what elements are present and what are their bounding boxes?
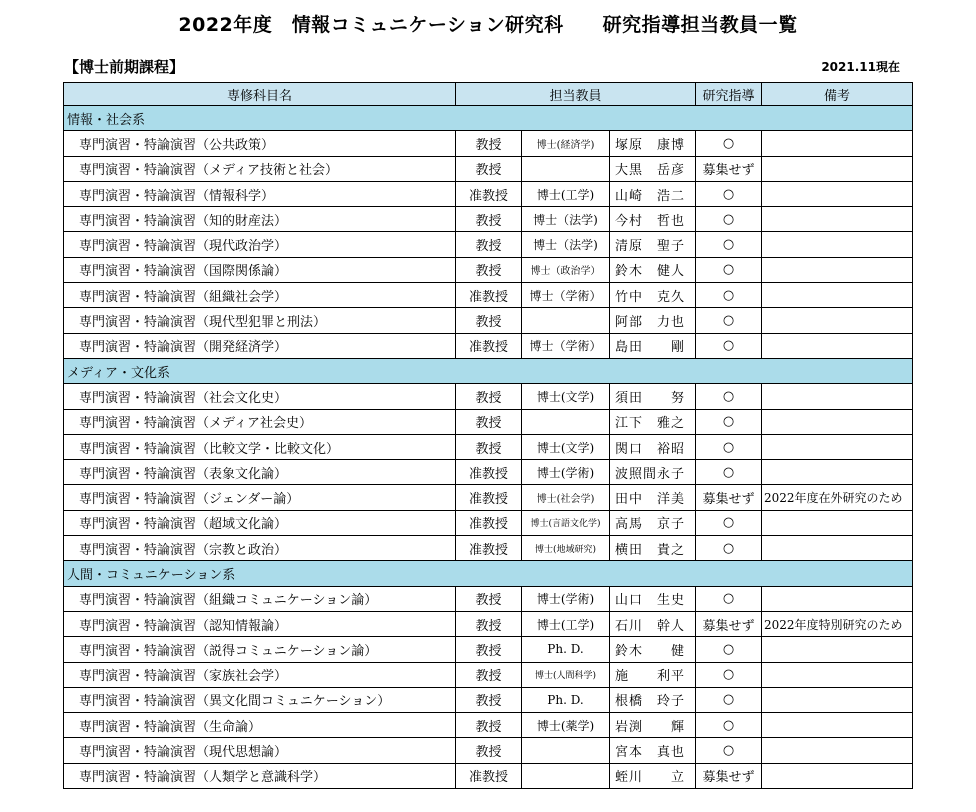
column-header-subject: 専修科目名: [64, 83, 456, 106]
remarks-cell: [762, 181, 913, 206]
faculty-name-cell: 山口 生史: [610, 586, 696, 611]
degree-cell: 博士（法学): [522, 207, 610, 232]
degree-cell: [522, 156, 610, 181]
table-header-row: [64, 83, 913, 106]
table-row: [64, 485, 913, 510]
supervision-status-cell: 募集せず: [696, 763, 762, 788]
remarks-cell: [762, 687, 913, 712]
subject-cell: 専門演習・特論演習（異文化間コミュニケーション）: [64, 687, 456, 712]
faculty-name-cell: 清原 聖子: [610, 232, 696, 257]
supervision-status-cell: ○: [696, 308, 762, 333]
table-row: [64, 662, 913, 687]
remarks-cell: [762, 207, 913, 232]
degree-cell: [522, 738, 610, 763]
rank-cell: 教授: [456, 156, 522, 181]
supervision-status-cell: ○: [696, 738, 762, 763]
degree-cell: Ph. D.: [522, 687, 610, 712]
supervision-status-cell: ○: [696, 713, 762, 738]
supervision-status-cell: ○: [696, 434, 762, 459]
supervision-status-cell: ○: [696, 460, 762, 485]
degree-cell: 博士(文学): [522, 384, 610, 409]
subject-cell: 専門演習・特論演習（表象文化論）: [64, 460, 456, 485]
faculty-name-cell: 鈴木 健人: [610, 257, 696, 282]
rank-cell: 教授: [456, 713, 522, 738]
faculty-name-cell: 鈴木 健: [610, 637, 696, 662]
category-label: メディア・文化系: [64, 358, 913, 383]
remarks-cell: [762, 156, 913, 181]
category-row: [64, 106, 913, 131]
degree-cell: 博士(薬学): [522, 713, 610, 738]
rank-cell: 教授: [456, 434, 522, 459]
rank-cell: 教授: [456, 131, 522, 156]
faculty-name-cell: 岩渕 輝: [610, 713, 696, 738]
supervision-status-cell: ○: [696, 207, 762, 232]
remarks-cell: [762, 409, 913, 434]
supervision-status-cell: ○: [696, 384, 762, 409]
faculty-name-cell: 島田 剛: [610, 333, 696, 358]
table-row: [64, 308, 913, 333]
remarks-cell: 2022年度在外研究のため: [762, 485, 913, 510]
rank-cell: 教授: [456, 409, 522, 434]
supervision-status-cell: ○: [696, 510, 762, 535]
remarks-cell: [762, 586, 913, 611]
table-row: [64, 131, 913, 156]
faculty-name-cell: 山崎 浩二: [610, 181, 696, 206]
faculty-name-cell: 須田 努: [610, 384, 696, 409]
subject-cell: 専門演習・特論演習（メディア社会史）: [64, 409, 456, 434]
remarks-cell: [762, 510, 913, 535]
supervision-status-cell: ○: [696, 409, 762, 434]
table-row: [64, 409, 913, 434]
degree-cell: 博士（学術）: [522, 333, 610, 358]
rank-cell: 教授: [456, 308, 522, 333]
rank-cell: 准教授: [456, 460, 522, 485]
table-row: [64, 763, 913, 788]
supervision-status-cell: ○: [696, 662, 762, 687]
rank-cell: 准教授: [456, 181, 522, 206]
supervision-status-cell: ○: [696, 283, 762, 308]
faculty-name-cell: 宮本 真也: [610, 738, 696, 763]
faculty-name-cell: 田中 洋美: [610, 485, 696, 510]
degree-cell: 博士(言語文化学): [522, 510, 610, 535]
subject-cell: 専門演習・特論演習（組織社会学）: [64, 283, 456, 308]
supervision-status-cell: ○: [696, 687, 762, 712]
subject-cell: 専門演習・特論演習（組織コミュニケーション論）: [64, 586, 456, 611]
table-row: [64, 738, 913, 763]
table-row: [64, 536, 913, 561]
subject-cell: 専門演習・特論演習（超域文化論）: [64, 510, 456, 535]
table-row: [64, 232, 913, 257]
subject-cell: 専門演習・特論演習（認知情報論）: [64, 611, 456, 636]
remarks-cell: [762, 257, 913, 282]
subject-cell: 専門演習・特論演習（宗教と政治）: [64, 536, 456, 561]
remarks-cell: 2022年度特別研究のため: [762, 611, 913, 636]
remarks-cell: [762, 308, 913, 333]
remarks-cell: [762, 662, 913, 687]
remarks-cell: [762, 232, 913, 257]
subject-cell: 専門演習・特論演習（現代型犯罪と刑法）: [64, 308, 456, 333]
rank-cell: 教授: [456, 738, 522, 763]
faculty-name-cell: 阿部 力也: [610, 308, 696, 333]
table-row: [64, 460, 913, 485]
table-row: [64, 586, 913, 611]
supervision-status-cell: ○: [696, 131, 762, 156]
subject-cell: 専門演習・特論演習（公共政策）: [64, 131, 456, 156]
remarks-cell: [762, 713, 913, 738]
degree-cell: [522, 308, 610, 333]
supervision-status-cell: ○: [696, 257, 762, 282]
faculty-name-cell: 大黒 岳彦: [610, 156, 696, 181]
category-row: [64, 358, 913, 383]
supervision-status-cell: ○: [696, 536, 762, 561]
faculty-name-cell: 塚原 康博: [610, 131, 696, 156]
page-title: 2022年度 情報コミュニケーション研究科 研究指導担当教員一覧: [178, 14, 798, 36]
rank-cell: 教授: [456, 687, 522, 712]
table-row: [64, 181, 913, 206]
faculty-name-cell: 横田 貴之: [610, 536, 696, 561]
table-row: [64, 257, 913, 282]
table-row: [64, 207, 913, 232]
remarks-cell: [762, 637, 913, 662]
supervision-status-cell: ○: [696, 637, 762, 662]
supervision-status-cell: ○: [696, 181, 762, 206]
degree-cell: 博士（法学): [522, 232, 610, 257]
faculty-name-cell: 江下 雅之: [610, 409, 696, 434]
subject-cell: 専門演習・特論演習（情報科学）: [64, 181, 456, 206]
subject-cell: 専門演習・特論演習（メディア技術と社会）: [64, 156, 456, 181]
degree-cell: 博士(学術): [522, 460, 610, 485]
degree-cell: 博士(社会学): [522, 485, 610, 510]
supervision-status-cell: 募集せず: [696, 156, 762, 181]
remarks-cell: [762, 536, 913, 561]
section-heading: 【博士前期課程】: [64, 58, 185, 76]
degree-cell: 博士（学術）: [522, 283, 610, 308]
table-row: [64, 156, 913, 181]
rank-cell: 教授: [456, 662, 522, 687]
rank-cell: 教授: [456, 232, 522, 257]
subject-cell: 専門演習・特論演習（知的財産法）: [64, 207, 456, 232]
subject-cell: 専門演習・特論演習（現代政治学）: [64, 232, 456, 257]
table-row: [64, 713, 913, 738]
subject-cell: 専門演習・特論演習（ジェンダー論）: [64, 485, 456, 510]
column-header-faculty: 担当教員: [456, 83, 696, 106]
rank-cell: 准教授: [456, 763, 522, 788]
degree-cell: 博士(経済学): [522, 131, 610, 156]
subject-cell: 専門演習・特論演習（家族社会学）: [64, 662, 456, 687]
table-row: [64, 687, 913, 712]
faculty-name-cell: 石川 幹人: [610, 611, 696, 636]
rank-cell: 教授: [456, 611, 522, 636]
rank-cell: 教授: [456, 637, 522, 662]
degree-cell: Ph. D.: [522, 637, 610, 662]
degree-cell: 博士(人間科学): [522, 662, 610, 687]
remarks-cell: [762, 738, 913, 763]
table-row: [64, 611, 913, 636]
table-body: [64, 106, 913, 789]
rank-cell: 教授: [456, 384, 522, 409]
table-row: [64, 637, 913, 662]
degree-cell: 博士(学術): [522, 586, 610, 611]
rank-cell: 准教授: [456, 536, 522, 561]
degree-cell: 博士(工学): [522, 611, 610, 636]
category-label: 情報・社会系: [64, 106, 913, 131]
remarks-cell: [762, 434, 913, 459]
faculty-name-cell: 波照間永子: [610, 460, 696, 485]
faculty-name-cell: 施 利平: [610, 662, 696, 687]
supervision-status-cell: 募集せず: [696, 485, 762, 510]
subject-cell: 専門演習・特論演習（比較文学・比較文化）: [64, 434, 456, 459]
degree-cell: 博士(地域研究): [522, 536, 610, 561]
remarks-cell: [762, 763, 913, 788]
table-row: [64, 283, 913, 308]
column-header-supervision: 研究指導: [696, 83, 762, 106]
degree-cell: 博士(工学): [522, 181, 610, 206]
category-label: 人間・コミュニケーション系: [64, 561, 913, 586]
degree-cell: [522, 763, 610, 788]
rank-cell: 准教授: [456, 333, 522, 358]
remarks-cell: [762, 131, 913, 156]
rank-cell: 准教授: [456, 283, 522, 308]
remarks-cell: [762, 283, 913, 308]
faculty-name-cell: 竹中 克久: [610, 283, 696, 308]
subject-cell: 専門演習・特論演習（現代思想論）: [64, 738, 456, 763]
remarks-cell: [762, 333, 913, 358]
faculty-name-cell: 今村 哲也: [610, 207, 696, 232]
supervision-status-cell: ○: [696, 333, 762, 358]
table-row: [64, 510, 913, 535]
degree-cell: [522, 409, 610, 434]
rank-cell: 教授: [456, 257, 522, 282]
table-row: [64, 384, 913, 409]
table-row: [64, 333, 913, 358]
rank-cell: 教授: [456, 207, 522, 232]
rank-cell: 教授: [456, 586, 522, 611]
degree-cell: 博士(文学): [522, 434, 610, 459]
subject-cell: 専門演習・特論演習（開発経済学）: [64, 333, 456, 358]
subject-cell: 専門演習・特論演習（人類学と意識科学）: [64, 763, 456, 788]
category-row: [64, 561, 913, 586]
subject-cell: 専門演習・特論演習（国際関係論）: [64, 257, 456, 282]
faculty-name-cell: 関口 裕昭: [610, 434, 696, 459]
as-of-date: 2021.11現在: [821, 60, 900, 74]
supervision-status-cell: ○: [696, 586, 762, 611]
supervision-status-cell: 募集せず: [696, 611, 762, 636]
table-row: [64, 434, 913, 459]
rank-cell: 准教授: [456, 485, 522, 510]
degree-cell: 博士（政治学）: [522, 257, 610, 282]
rank-cell: 准教授: [456, 510, 522, 535]
faculty-name-cell: 蛭川 立: [610, 763, 696, 788]
supervision-status-cell: ○: [696, 232, 762, 257]
faculty-name-cell: 根橋 玲子: [610, 687, 696, 712]
faculty-name-cell: 高馬 京子: [610, 510, 696, 535]
faculty-table: [63, 82, 913, 789]
column-header-remarks: 備考: [762, 83, 913, 106]
subject-cell: 専門演習・特論演習（説得コミュニケーション論）: [64, 637, 456, 662]
subject-cell: 専門演習・特論演習（社会文化史）: [64, 384, 456, 409]
remarks-cell: [762, 384, 913, 409]
subject-cell: 専門演習・特論演習（生命論）: [64, 713, 456, 738]
remarks-cell: [762, 460, 913, 485]
